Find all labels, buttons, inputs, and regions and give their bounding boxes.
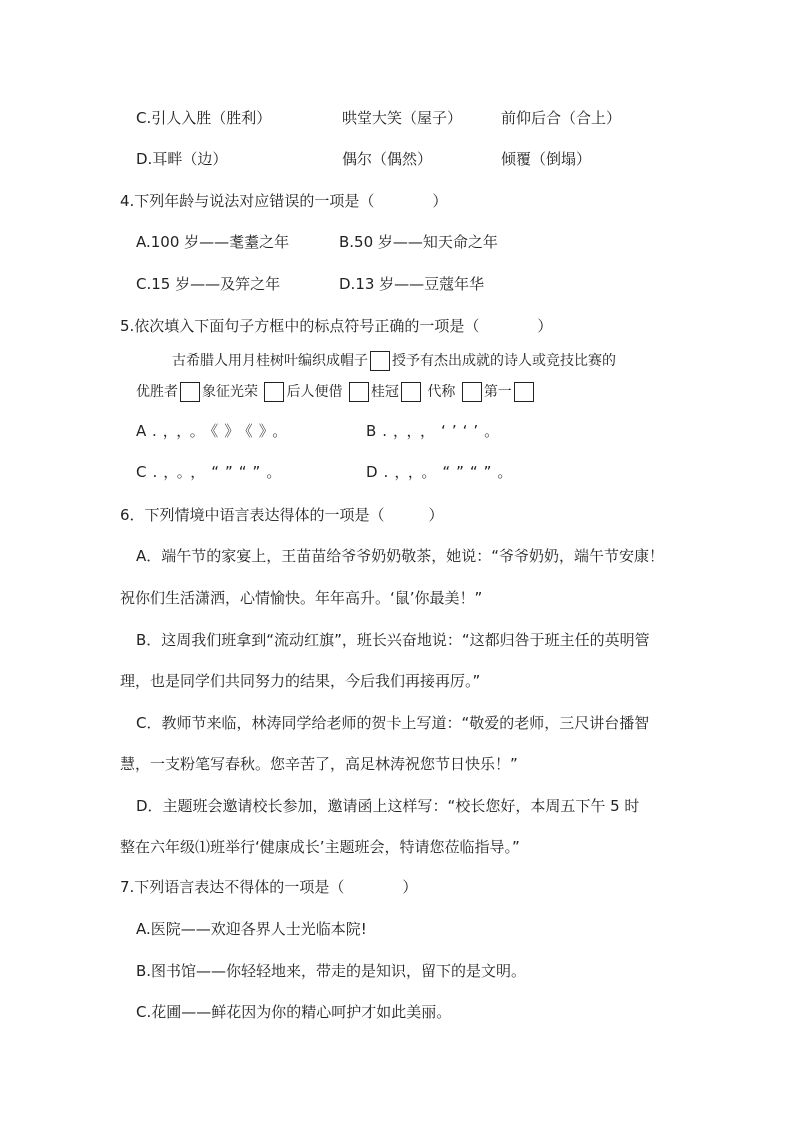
q6-stem: 6．下列情境中语言表达得体的一项是（ ） <box>120 506 444 524</box>
q5-option-d: D.，，。“”“”。 <box>366 463 519 481</box>
q6-option-a-line2: 祝你们生活潇洒，心情愉快。年年高升。‘鼠’你最美！” <box>120 589 483 607</box>
q6-option-d-line2: 整在六年级⑴班举行‘健康成长’主题班会，特请您莅临指导。” <box>120 838 520 856</box>
q7-option-c: C.花圃——鲜花因为你的精心呵护才如此美丽。 <box>136 1003 452 1021</box>
q5-passage-line1: 古希腊人用月桂树叶编织成帽子 授予有杰出成就的诗人或竞技比赛的 <box>172 353 616 369</box>
q3-option-c1: C.引人入胜（胜利） <box>136 109 272 127</box>
q4-option-d: D.13 岁——豆蔻年华 <box>339 275 485 293</box>
q3-option-d1: D.耳畔（边） <box>136 150 228 168</box>
q6-option-c-line1: C．教师节来临，林涛同学给老师的贺卡上写道：“敬爱的老师，三尺讲台播智 <box>136 714 650 732</box>
q6-option-b-line2: 理，也是同学们共同努力的结果，今后我们再接再厉。” <box>120 672 481 690</box>
q3-option-d2: 偶尔（偶然） <box>342 150 433 168</box>
q5-option-c: C.，。，“”“”。 <box>136 463 288 481</box>
q4-option-b: B.50 岁——知天命之年 <box>339 233 498 251</box>
q5-option-a: A.，，。《》《》。 <box>136 422 294 440</box>
blank-box-4 <box>349 382 369 402</box>
q5-stem: 5.依次填入下面句子方框中的标点符号正确的一项是（ ） <box>120 317 553 335</box>
q5-option-b: B.，，，‘’‘’。 <box>366 422 506 440</box>
q7-option-b: B.图书馆——你轻轻地来，带走的是知识，留下的是文明。 <box>136 962 527 980</box>
q7-stem: 7.下列语言表达不得体的一项是（ ） <box>120 878 418 896</box>
q3-option-d3: 倾覆（倒塌） <box>501 150 592 168</box>
blank-box-2 <box>180 382 200 402</box>
q6-option-c-line2: 慧，一支粉笔写春秋。您辛苦了，高足林涛祝您节日快乐！” <box>120 755 518 773</box>
q6-option-b-line1: B．这周我们班拿到“流动红旗”，班长兴奋地说：“这都归咎于班主任的英明管 <box>136 631 650 649</box>
blank-box-6 <box>462 382 482 402</box>
blank-box-3 <box>264 382 284 402</box>
q5-passage-line2: 优胜者 象征光荣 后人便借 桂冠 代称 第一 <box>136 382 536 402</box>
q3-option-c3: 前仰后合（合上） <box>501 109 622 127</box>
blank-box-1 <box>370 351 390 371</box>
blank-box-7 <box>514 382 534 402</box>
q7-option-a: A.医院——欢迎各界人士光临本院! <box>136 920 367 938</box>
q4-option-c: C.15 岁——及笄之年 <box>136 275 281 293</box>
q4-stem: 4.下列年龄与说法对应错误的一项是（ ） <box>120 192 448 210</box>
blank-box-5 <box>401 382 421 402</box>
q4-option-a: A.100 岁——耄耋之年 <box>136 233 290 251</box>
q6-option-d-line1: D．主题班会邀请校长参加，邀请函上这样写：“校长您好，本周五下午 5 时 <box>136 797 640 815</box>
q3-option-c2: 哄堂大笑（屋子） <box>342 109 463 127</box>
q6-option-a-line1: A．端午节的家宴上，王苗苗给爷爷奶奶敬茶，她说：“爷爷奶奶，端午节安康！ <box>136 547 665 565</box>
